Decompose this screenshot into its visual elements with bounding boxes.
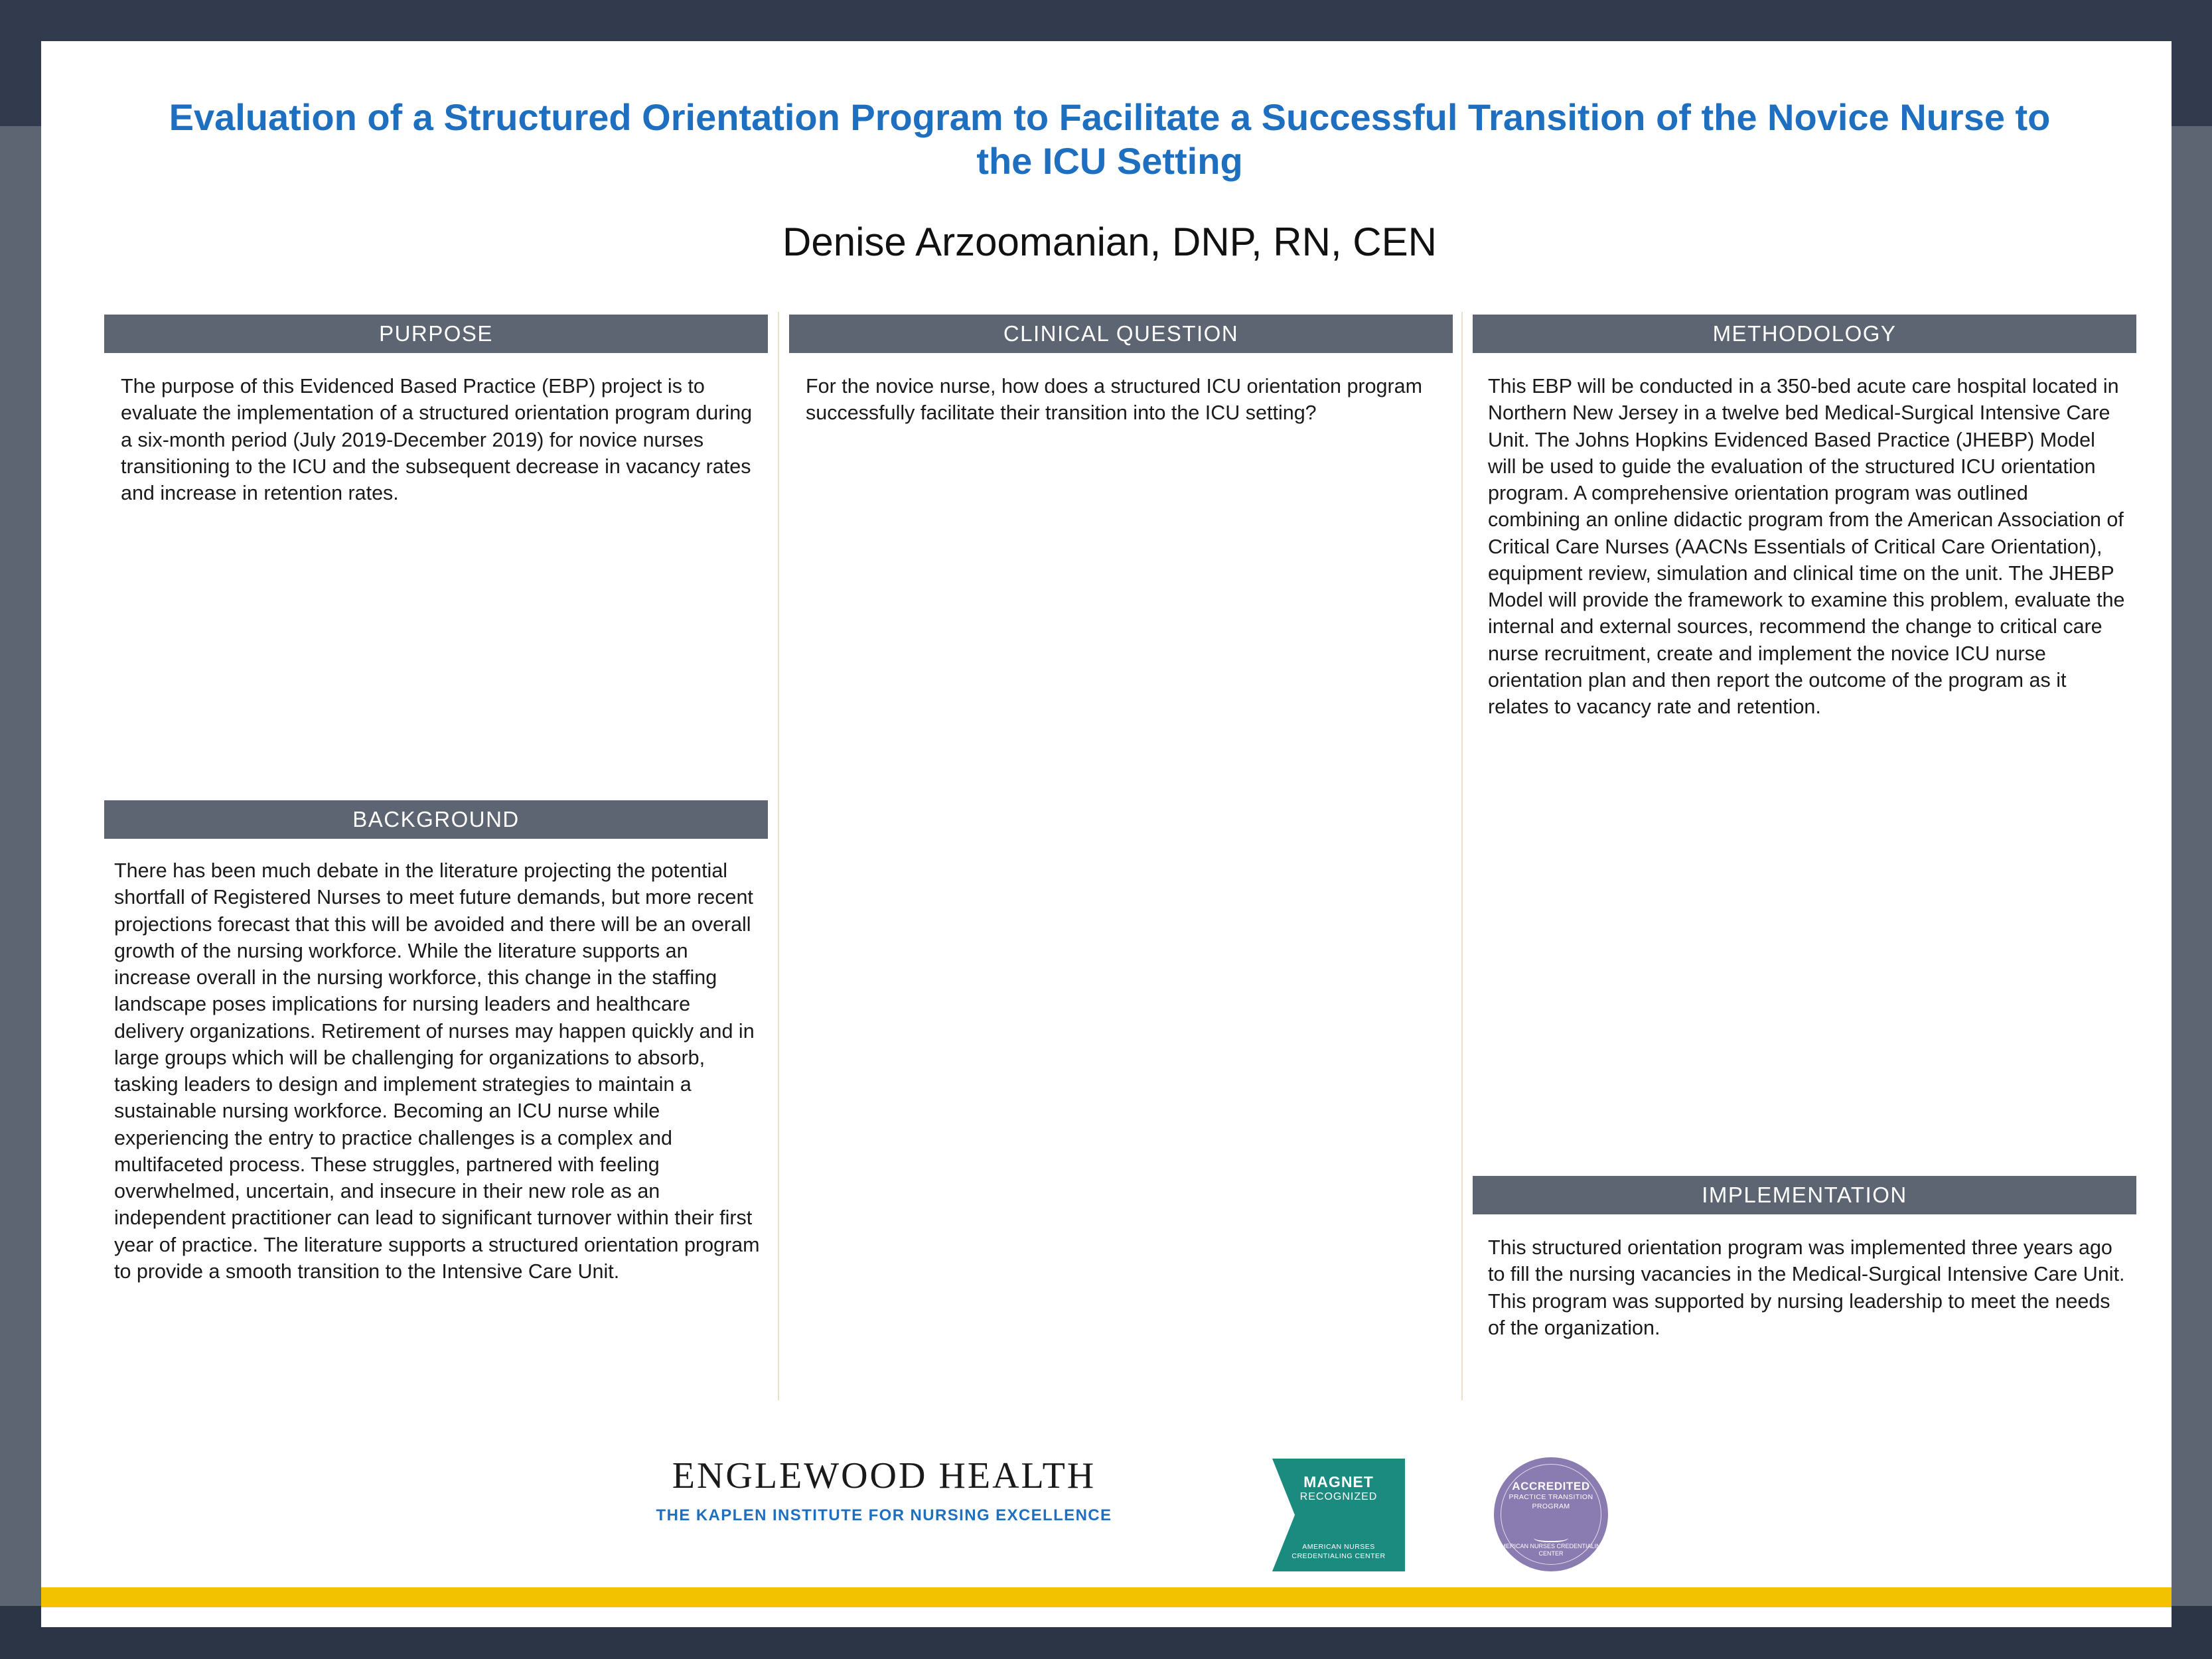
magnet-badge-line2: RECOGNIZED <box>1299 1491 1378 1502</box>
poster-content-area <box>41 41 2172 1587</box>
poster-footer <box>41 1455 2172 1587</box>
page-title: Evaluation of a Structured Orientation Program to Facilitate a Successful Transition of the Novice Nurse to the ICU Setting <box>169 96 2051 182</box>
poster <box>41 41 2172 1627</box>
section-body-purpose: The purpose of this Evidenced Based Practice (EBP) project is to evaluate the implementation of a structured orientation program during a six-month period (July 2019-December 2019) for novice nurses transitioning to the ICU and the subsequent decrease in vacancy rates and increase in retention rates. <box>121 375 753 504</box>
section-header-implementation: IMPLEMENTATION <box>1473 1176 2136 1214</box>
accent-bar <box>41 1587 2172 1607</box>
poster-bottom-margin <box>41 1607 2172 1627</box>
organization-logo <box>619 1455 1149 1525</box>
section-body-implementation: This structured orientation program was implemented three years ago to fill the nursing vacancies in the Medical-Surgical Intensive Care Unit. This program was supported by nursing leadership to meet the needs of the organization. <box>1488 1236 2125 1339</box>
accredited-program-badge-icon <box>1491 1455 1611 1574</box>
section-header-methodology: METHODOLOGY <box>1473 315 2136 353</box>
magnet-badge-line1: MAGNET <box>1303 1473 1374 1490</box>
author-name: Denise Arzoomanian, DNP, RN, CEN <box>782 220 1437 264</box>
section-header-clinical-question: CLINICAL QUESTION <box>789 315 1453 353</box>
section-header-background: BACKGROUND <box>104 800 768 839</box>
organization-tagline: THE KAPLEN INSTITUTE FOR NURSING EXCELLENCE <box>656 1506 1112 1524</box>
section-header-purpose: PURPOSE <box>104 315 768 353</box>
organization-name: ENGLEWOOD HEALTH <box>672 1455 1096 1496</box>
accredited-badge-line2: PRACTICE TRANSITION PROGRAM <box>1509 1493 1593 1510</box>
column-divider-right <box>1461 312 1463 1400</box>
section-body-clinical-question: For the novice nurse, how does a structured ICU orientation program successfully facilitate their transition into the ICU setting? <box>806 375 1423 425</box>
column-divider-left <box>778 312 779 1400</box>
section-body-methodology: This EBP will be conducted in a 350-bed acute care hospital located in Northern New Jersey in a twelve bed Medical-Surgical Intensive Care Unit. The Johns Hopkins Evidenced Based Practice (JHEBP) Model will be used to guide the evaluation of the structured ICU orientation program. A comprehensive orientation program was outlined combining an online didactic program from the American Association of Critical Care Nurses (AACNs Essentials of Critical Care Orientation), equipment review, simulation and clinical time on the unit. The JHEBP Model will provide the framework to examine this problem, evaluate the internal and external sources, recommend the change to critical care nurse recruitment, create and implement the novice ICU nurse orientation plan and then report the outcome of the program as it relates to vacancy rate and retention. <box>1488 375 2125 718</box>
laurel-leaf-icon <box>1534 1532 1568 1542</box>
magnet-badge-line3: AMERICAN NURSES CREDENTIALING CENTER <box>1291 1542 1386 1560</box>
accredited-badge-line3: AMERICAN NURSES CREDENTIALING CENTER <box>1497 1542 1605 1557</box>
section-body-background: There has been much debate in the literature projecting the potential shortfall of Registered Nurses to meet future demands, but more recent projections forecast that this will be avoided and there will be an overall growth of the nursing workforce. While the literature supports an increase overall in the nursing workforce, this change in the staffing landscape poses implications for nursing leaders and healthcare delivery organizations. Retirement of nurses may happen quickly and in large groups which will be challenging for organizations to absorb, tasking leaders to design and implement strategies to maintain a sustainable nursing workforce. Becoming an ICU nurse while experiencing the entry to practice challenges is a complex and multifaceted process. These struggles, partnered with feeling overwhelmed, uncertain, and insecure in their new role as an independent practitioner can lead to significant turnover within their first year of practice. The literature supports a structured orientation program to provide a smooth transition to the Intensive Care Unit. <box>114 859 760 1283</box>
magnet-recognized-badge-icon <box>1272 1459 1405 1571</box>
accredited-badge-line1: ACCREDITED <box>1512 1480 1590 1492</box>
